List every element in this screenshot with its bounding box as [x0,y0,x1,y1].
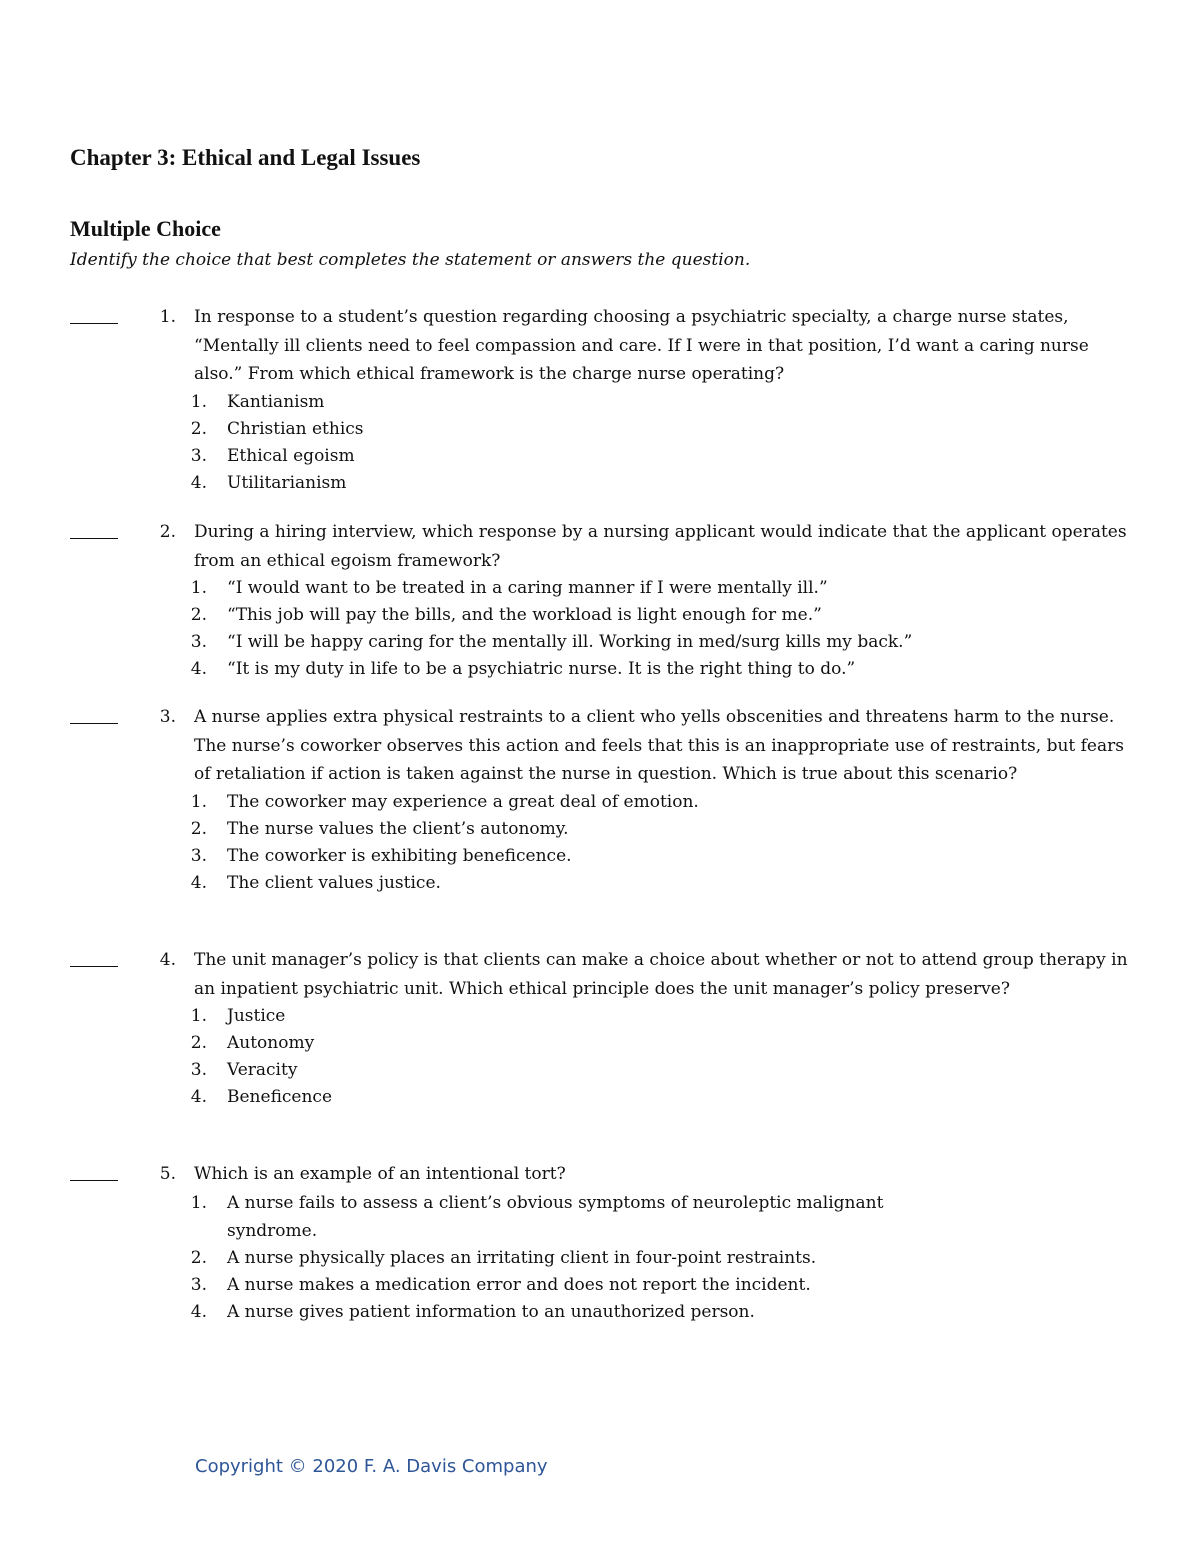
option-item [0,575,1200,602]
option-item [0,789,1200,816]
option-number: 2. [190,1247,207,1268]
option-list [0,389,1200,497]
option-text: Kantianism [227,391,325,412]
option-number: 3. [190,1060,207,1080]
option-number: 2. [190,1033,207,1053]
option-text: The coworker may experience a great deal of emotion. [227,791,699,812]
option-text: Christian ethics [227,418,364,439]
option-number: 3. [190,445,207,466]
question-stem: The unit manager’s policy is that clients can make a choice about whether or not to attend group therapy in an inpatient psychiatric unit. Which ethical principle does the unit manager’s policy preserve? [194,950,1128,999]
option-item [0,1272,1200,1299]
option-number: 3. [190,845,207,866]
option-number: 1. [190,1006,207,1026]
section-title: Multiple Choice [70,216,221,241]
answer-blank-4[interactable] [70,966,118,967]
option-number: 4. [190,872,207,893]
option-item [0,870,1200,897]
option-item [0,1189,1200,1245]
question-stem: During a hiring interview, which response by a nursing applicant would indicate that the applicant operates from an ethical egoism framework? [194,522,1127,571]
option-text: The client values justice. [227,872,441,893]
option-item [0,656,1200,683]
answer-blank-2[interactable] [70,538,118,539]
option-number: 3. [190,1274,207,1295]
option-item [0,443,1200,470]
option-item [0,602,1200,629]
answer-blank-5[interactable] [70,1180,118,1181]
option-list [0,1189,1200,1326]
option-item [0,389,1200,416]
option-item [0,1245,1200,1272]
question-1 [0,303,1200,497]
option-item [0,1003,1200,1030]
option-list [0,1003,1200,1111]
question-4 [0,946,1200,1111]
question-number: 4. [159,950,176,970]
option-text: “It is my duty in life to be a psychiatric nurse. It is the right thing to do.” [227,659,856,679]
option-text: “I will be happy caring for the mentally ill. Working in med/surg kills my back.” [227,632,913,652]
option-text: Beneficence [227,1087,333,1107]
option-number: 3. [190,632,207,652]
option-number: 4. [190,1301,207,1322]
option-number: 1. [190,391,207,412]
option-text: The nurse values the client’s autonomy. [227,818,569,839]
question-stem: In response to a student’s question regarding choosing a psychiatric specialty, a charge nurse states, “Mentally ill clients need to feel compassion and care. If I were in that position, I’d want a caring nurse also.” From which ethical framework is the charge nurse operating? [194,307,1089,384]
copyright-footer: Copyright © 2020 F. A. Davis Company [195,1456,548,1477]
option-text: A nurse physically places an irritating client in four-point restraints. [227,1247,817,1268]
option-text: A nurse makes a medication error and does not report the incident. [227,1274,811,1295]
option-number: 2. [190,818,207,839]
option-item [0,843,1200,870]
option-item [0,1057,1200,1084]
option-number: 2. [190,605,207,625]
option-number: 2. [190,418,207,439]
instructions: Identify the choice that best completes the statement or answers the question. [70,250,751,270]
option-number: 1. [190,578,207,598]
option-list [0,789,1200,897]
option-item [0,1084,1200,1111]
option-item [0,629,1200,656]
option-item [0,1030,1200,1057]
option-text: Autonomy [227,1033,315,1053]
question-number: 5. [159,1164,176,1184]
option-number: 4. [190,1087,207,1107]
answer-blank-3[interactable] [70,723,118,724]
option-text: Ethical egoism [227,445,355,466]
option-text: Justice [227,1006,286,1026]
question-number: 1. [159,307,176,327]
option-item [0,816,1200,843]
option-item [0,470,1200,497]
option-number: 4. [190,472,207,493]
question-number: 2. [159,522,176,542]
option-number: 1. [190,791,207,812]
option-item [0,1299,1200,1326]
option-text: “I would want to be treated in a caring manner if I were mentally ill.” [227,578,828,598]
answer-blank-1[interactable] [70,323,118,324]
chapter-title: Chapter 3: Ethical and Legal Issues [70,145,421,170]
question-number: 3. [159,707,176,727]
option-number: 1. [190,1192,207,1213]
option-text: Utilitarianism [227,472,347,493]
option-text: Veracity [227,1060,298,1080]
question-3 [0,703,1200,897]
option-text: A nurse gives patient information to an unauthorized person. [227,1301,755,1322]
option-list [0,575,1200,683]
option-text: The coworker is exhibiting beneficence. [227,845,572,866]
option-text: “This job will pay the bills, and the workload is light enough for me.” [227,605,822,625]
option-number: 4. [190,659,207,679]
option-item [0,416,1200,443]
option-text: A nurse fails to assess a client’s obvious symptoms of neuroleptic malignant syndrome. [227,1192,884,1241]
question-2 [0,518,1200,683]
question-stem: A nurse applies extra physical restraints to a client who yells obscenities and threatens harm to the nurse. The nurse’s coworker observes this action and feels that this is an inappropriate use of restraints, but fears of retaliation if action is taken against the nurse in question. Which is true about this scenario? [194,707,1124,784]
question-5 [0,1160,1200,1326]
question-stem: Which is an example of an intentional tort? [194,1164,566,1184]
